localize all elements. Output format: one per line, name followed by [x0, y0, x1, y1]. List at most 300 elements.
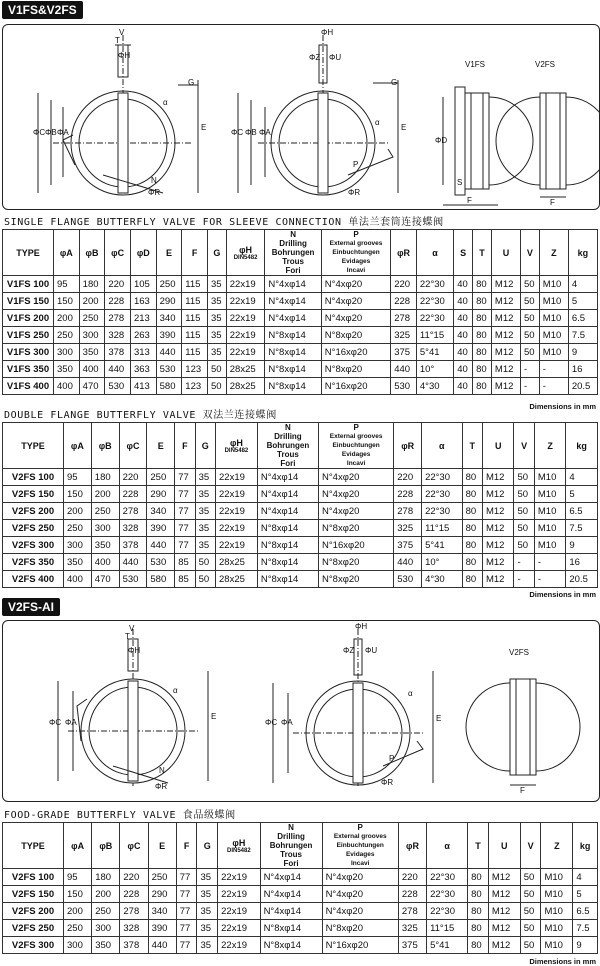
table-cell: 213	[130, 310, 156, 327]
table-cell: 530	[394, 571, 422, 588]
table-cell: 378	[120, 937, 148, 954]
table-row	[3, 920, 598, 937]
col-t: T	[468, 823, 489, 869]
table-cell: 400	[64, 571, 92, 588]
table-cell: 16	[566, 554, 598, 571]
table-cell: N°4xφ20	[319, 469, 394, 486]
table-cell: 35	[195, 486, 215, 503]
table-cell: 77	[176, 903, 197, 920]
table-cell: N°4xφ20	[319, 486, 394, 503]
table-cell: M12	[488, 886, 520, 903]
table-row	[3, 554, 598, 571]
label-s: S	[457, 178, 463, 187]
table-cell: 22x19	[226, 344, 265, 361]
table-cell: 440	[147, 537, 175, 554]
label-f: F	[467, 196, 472, 205]
table-row	[3, 869, 598, 886]
table-cell: 390	[148, 920, 176, 937]
label-t-ai: T	[125, 632, 130, 641]
col-a: φA	[64, 423, 92, 469]
table-cell: M10	[534, 520, 565, 537]
label-ph-ai-2: ΦH	[355, 622, 368, 631]
table-cell: 20.5	[566, 571, 598, 588]
table-cell: 290	[148, 886, 176, 903]
table-cell: 350	[54, 361, 80, 378]
table-cell: 9	[566, 537, 598, 554]
table-cell: 400	[54, 378, 80, 395]
table-cell: 580	[147, 571, 175, 588]
table-cell: 200	[92, 886, 120, 903]
col-c: φC	[119, 423, 147, 469]
table-cell: M12	[491, 310, 520, 327]
table-cell: 10°	[416, 361, 453, 378]
table-cell: 50	[520, 293, 539, 310]
table-cell: N°8xφ14	[257, 571, 318, 588]
table-cell: 6.5	[568, 310, 597, 327]
table-cell: 50	[520, 886, 541, 903]
table-cell: 77	[176, 920, 197, 937]
table-cell: 22x19	[216, 503, 258, 520]
table-cell: 5	[568, 293, 597, 310]
table-cell: 95	[64, 869, 92, 886]
label-pz: ΦZ	[309, 53, 321, 62]
table-cell: M12	[482, 520, 513, 537]
col-r: φR	[398, 823, 426, 869]
table-cell: 50	[207, 378, 226, 395]
table-cell: 80	[462, 554, 482, 571]
table-cell: 95	[54, 276, 80, 293]
table-cell: M10	[541, 903, 573, 920]
col-p: P External grooves Einbuchtungen Evidages Incavi	[319, 423, 394, 469]
table-cell: M12	[491, 276, 520, 293]
table-cell: 50	[520, 310, 539, 327]
table-cell: M10	[541, 937, 573, 954]
label-pr-ai: ΦR	[155, 782, 168, 791]
table-cell: 22x19	[226, 327, 265, 344]
view-label-v2fs-ai: V2FS	[509, 648, 530, 657]
table-cell: V1FS 250	[3, 327, 54, 344]
side-view-v1fs	[443, 87, 533, 205]
label-n-ai: N	[159, 766, 165, 775]
table-cell: 50	[520, 937, 541, 954]
table-cell: 340	[148, 903, 176, 920]
table-cell: M12	[488, 869, 520, 886]
table-cell: 400	[91, 554, 119, 571]
table-cell: 77	[176, 869, 197, 886]
table-cell: 80	[473, 293, 492, 310]
col-g: G	[197, 823, 218, 869]
table-cell: -	[520, 361, 539, 378]
table-cell: 325	[394, 520, 422, 537]
side-view-v2fs	[496, 93, 599, 197]
label-pu: ΦU	[329, 53, 342, 62]
table-cell: 50	[520, 344, 539, 361]
table-cell: N°4xφ14	[265, 293, 321, 310]
table-cell: 22°30	[427, 886, 468, 903]
table-cell: N°8xφ20	[319, 554, 394, 571]
table-cell: 263	[130, 327, 156, 344]
label-pr: ΦR	[148, 188, 161, 197]
table-cell: 11°15	[422, 520, 463, 537]
col-z: Z	[539, 230, 568, 276]
table-cell: 200	[79, 293, 105, 310]
table-row	[3, 293, 598, 310]
table-cell: 150	[54, 293, 80, 310]
table-cell: 35	[207, 344, 226, 361]
table-cell: 80	[473, 327, 492, 344]
table-cell: V1FS 150	[3, 293, 54, 310]
table-cell: 278	[105, 310, 131, 327]
table-cell: 4	[568, 276, 597, 293]
table-cell: N°4xφ14	[257, 469, 318, 486]
section-tag-v2fs-ai: V2FS-AI	[2, 598, 60, 616]
table-cell: 300	[79, 327, 105, 344]
table-cell: V2FS 250	[3, 520, 64, 537]
section3-title: FOOD-GRADE BUTTERFLY VALVE 食品级蝶阀	[4, 810, 236, 821]
col-kg: kg	[568, 230, 597, 276]
technical-drawing-v2fs-ai	[2, 620, 600, 802]
table-cell: V2FS 100	[3, 469, 64, 486]
table-cell: 35	[207, 293, 226, 310]
col-t: T	[462, 423, 482, 469]
table-cell: 22x19	[218, 886, 260, 903]
col-kg: kg	[573, 823, 598, 869]
table-cell: 325	[398, 920, 426, 937]
table-cell: M12	[482, 469, 513, 486]
table-row	[3, 310, 598, 327]
table-cell: N°4xφ20	[319, 503, 394, 520]
table-v2fs-ai-body	[3, 869, 598, 954]
table-cell: 50	[207, 361, 226, 378]
table-cell: -	[539, 361, 568, 378]
dim-note-3: Dimensions in mm	[529, 957, 596, 966]
table-cell: 228	[398, 886, 426, 903]
label-alpha-ai: α	[173, 686, 178, 695]
table-cell: 7.5	[568, 327, 597, 344]
table-cell: 228	[391, 293, 417, 310]
table-cell: 440	[391, 361, 417, 378]
table-cell: 35	[197, 937, 218, 954]
table-cell: N°8xφ14	[257, 554, 318, 571]
label-ph: ΦH	[118, 51, 131, 60]
label-e: E	[201, 123, 207, 132]
table-cell: 22°30	[427, 903, 468, 920]
table-row	[3, 469, 598, 486]
table-row	[3, 276, 598, 293]
table-cell: 6.5	[566, 503, 598, 520]
label-f-2: F	[550, 198, 555, 207]
col-n: N Drilling Bohrungen Trous Fori	[260, 823, 322, 869]
table-cell: 80	[468, 937, 489, 954]
table-cell: 40	[454, 344, 473, 361]
table-cell: 50	[195, 571, 215, 588]
table-cell: M12	[488, 903, 520, 920]
table-cell: 80	[468, 920, 489, 937]
table-cell: M10	[541, 869, 573, 886]
table-cell: V2FS 200	[3, 903, 64, 920]
label-pa-2: ΦA	[259, 128, 271, 137]
table-cell: 375	[394, 537, 422, 554]
table-cell: 5°41	[427, 937, 468, 954]
table-cell: N°8xφ20	[319, 520, 394, 537]
col-h: φH DIN5482	[226, 230, 265, 276]
table-cell: N°8xφ20	[321, 361, 390, 378]
table-cell: 150	[64, 886, 92, 903]
table-cell: 80	[462, 503, 482, 520]
table-cell: 530	[147, 554, 175, 571]
table-cell: 250	[156, 276, 182, 293]
table-cell: 250	[64, 920, 92, 937]
table-cell: 40	[454, 293, 473, 310]
table-cell: M12	[482, 503, 513, 520]
table-cell: 228	[394, 486, 422, 503]
table-cell: 220	[391, 276, 417, 293]
table-cell: 378	[105, 344, 131, 361]
label-pr-2: ΦR	[348, 188, 361, 197]
label-n: N	[151, 176, 157, 185]
table-cell: 35	[207, 310, 226, 327]
table-cell: -	[514, 571, 534, 588]
table-v2fs-body	[3, 469, 598, 588]
table-cell: -	[534, 554, 565, 571]
table-cell: 16	[568, 361, 597, 378]
label-pc-ai-2: ΦC	[265, 718, 278, 727]
table-row	[3, 327, 598, 344]
table-cell: 278	[398, 903, 426, 920]
table-cell: M10	[539, 310, 568, 327]
label-ph-ai: ΦH	[128, 646, 141, 655]
col-z: Z	[534, 423, 565, 469]
table-cell: 250	[148, 869, 176, 886]
label-pa-ai-2: ΦA	[281, 718, 293, 727]
col-h: φH DIN5482	[218, 823, 260, 869]
col-c: φC	[105, 230, 131, 276]
table-cell: N°4xφ20	[322, 886, 398, 903]
table-row	[3, 886, 598, 903]
table-cell: M10	[541, 920, 573, 937]
table-cell: 300	[92, 920, 120, 937]
table-cell: 77	[175, 469, 195, 486]
table-cell: 328	[119, 520, 147, 537]
table-cell: 340	[156, 310, 182, 327]
table-cell: 7.5	[573, 920, 598, 937]
label-p: P	[353, 160, 359, 169]
table-cell: N°4xφ20	[322, 869, 398, 886]
table-cell: 28x25	[226, 361, 265, 378]
label-e-2: E	[401, 123, 407, 132]
table-cell: 123	[182, 378, 208, 395]
label-pd: ΦD	[435, 136, 448, 145]
table-header-row	[3, 823, 598, 869]
table-cell: 80	[468, 869, 489, 886]
table-cell: M12	[491, 361, 520, 378]
table-cell: 250	[54, 327, 80, 344]
col-t: T	[473, 230, 492, 276]
table-cell: 4°30	[416, 378, 453, 395]
table-cell: 77	[175, 520, 195, 537]
table-cell: V1FS 200	[3, 310, 54, 327]
col-v: V	[514, 423, 534, 469]
table-cell: N°4xφ14	[260, 886, 322, 903]
table-cell: 5°41	[422, 537, 463, 554]
col-r: φR	[391, 230, 417, 276]
table-cell: 123	[182, 361, 208, 378]
table-row	[3, 486, 598, 503]
table-cell: 440	[119, 554, 147, 571]
col-v: V	[520, 230, 539, 276]
table-cell: 50	[520, 327, 539, 344]
col-z: Z	[541, 823, 573, 869]
table-cell: 22x19	[226, 276, 265, 293]
col-u: U	[491, 230, 520, 276]
table-cell: 220	[119, 469, 147, 486]
col-d: φD	[130, 230, 156, 276]
table-cell: 35	[195, 537, 215, 554]
table-cell: 85	[175, 571, 195, 588]
table-cell: V2FS 300	[3, 937, 64, 954]
table-cell: 200	[54, 310, 80, 327]
table-cell: 300	[64, 537, 92, 554]
table-header-row	[3, 423, 598, 469]
table-cell: N°16xφ20	[319, 537, 394, 554]
label-e-ai-2: E	[436, 714, 442, 723]
table-cell: N°8xφ14	[265, 344, 321, 361]
table-cell: 28x25	[216, 571, 258, 588]
table-cell: N°8xφ14	[257, 520, 318, 537]
table-cell: -	[520, 378, 539, 395]
table-row	[3, 903, 598, 920]
col-h: φH DIN5482	[216, 423, 258, 469]
table-cell: 115	[182, 327, 208, 344]
table-cell: N°4xφ14	[265, 276, 321, 293]
table-cell: 50	[520, 869, 541, 886]
table-cell: 22x19	[218, 869, 260, 886]
table-cell: 390	[156, 327, 182, 344]
col-type: TYPE	[3, 423, 64, 469]
table-cell: 22x19	[216, 520, 258, 537]
table-cell: 328	[105, 327, 131, 344]
table-cell: 115	[182, 276, 208, 293]
col-p: P External grooves Einbuchtungen Evidages Incavi	[322, 823, 398, 869]
table-cell: 115	[182, 310, 208, 327]
table-cell: 22°30	[427, 869, 468, 886]
table-cell: N°16xφ20	[322, 937, 398, 954]
table-cell: 375	[398, 937, 426, 954]
table-cell: 228	[105, 293, 131, 310]
table-cell: N°4xφ20	[322, 903, 398, 920]
col-e: E	[147, 423, 175, 469]
technical-drawing-v1fs-v2fs	[2, 24, 600, 210]
label-g-2: G	[391, 78, 398, 87]
table-cell: 80	[468, 903, 489, 920]
table-cell: 80	[462, 571, 482, 588]
table-cell: 40	[454, 327, 473, 344]
table-cell: M12	[482, 554, 513, 571]
table-cell: M12	[491, 344, 520, 361]
table-cell: M10	[539, 293, 568, 310]
table-cell: 530	[391, 378, 417, 395]
table-cell: 50	[520, 276, 539, 293]
col-f: F	[175, 423, 195, 469]
table-cell: N°4xφ20	[321, 293, 390, 310]
table-cell: 40	[454, 361, 473, 378]
label-f-ai: F	[520, 786, 525, 795]
label-pc: ΦC	[33, 128, 46, 137]
table-cell: 6.5	[573, 903, 598, 920]
table-cell: 80	[462, 486, 482, 503]
table-cell: 400	[79, 361, 105, 378]
table-cell: 150	[64, 486, 92, 503]
table-cell: 220	[120, 869, 148, 886]
table-cell: 328	[120, 920, 148, 937]
table-cell: 22°30	[416, 310, 453, 327]
table-cell: 35	[195, 503, 215, 520]
col-u: U	[482, 423, 513, 469]
label-e-ai: E	[211, 712, 217, 721]
table-cell: N°4xφ20	[321, 276, 390, 293]
table-cell: 340	[147, 503, 175, 520]
label-ph-2: ΦH	[321, 28, 334, 37]
table-cell: -	[514, 554, 534, 571]
col-a: φA	[54, 230, 80, 276]
table-cell: V2FS 100	[3, 869, 64, 886]
table-cell: 250	[92, 903, 120, 920]
table-cell: 440	[148, 937, 176, 954]
table-cell: M12	[482, 571, 513, 588]
table-cell: 22x19	[216, 537, 258, 554]
table-cell: 22°30	[416, 276, 453, 293]
table-cell: M12	[482, 537, 513, 554]
table-cell: 95	[64, 469, 92, 486]
col-e: E	[148, 823, 176, 869]
col-u: U	[488, 823, 520, 869]
table-cell: 9	[573, 937, 598, 954]
table-cell: 77	[176, 937, 197, 954]
table-cell: 22°30	[422, 486, 463, 503]
table-cell: N°8xφ14	[257, 537, 318, 554]
section2-title: DOUBLE FLANGE BUTTERFLY VALVE 双法兰连接蝶阀	[4, 410, 277, 421]
table-cell: -	[534, 571, 565, 588]
table-cell: V2FS 150	[3, 886, 64, 903]
col-a: φA	[64, 823, 92, 869]
table-header-row	[3, 230, 598, 276]
table-cell: V1FS 300	[3, 344, 54, 361]
col-g: G	[195, 423, 215, 469]
table-cell: 40	[454, 378, 473, 395]
table-row	[3, 361, 598, 378]
table-row	[3, 937, 598, 954]
table-cell: M10	[539, 344, 568, 361]
col-e: E	[156, 230, 182, 276]
table-cell: 350	[91, 537, 119, 554]
table-cell: 470	[79, 378, 105, 395]
table-cell: M10	[534, 503, 565, 520]
table-cell: 390	[147, 520, 175, 537]
table-cell: 22x19	[226, 310, 265, 327]
table-cell: 28x25	[226, 378, 265, 395]
table-cell: 220	[105, 276, 131, 293]
section1-title: SINGLE FLANGE BUTTERFLY VALVE FOR SLEEVE CONNECTION 单法兰套筒连接蝶阀	[4, 217, 444, 228]
table-cell: 5°41	[416, 344, 453, 361]
table-cell: 580	[156, 378, 182, 395]
table-cell: 35	[207, 276, 226, 293]
table-cell: 228	[120, 886, 148, 903]
table-cell: 80	[462, 537, 482, 554]
table-cell: 35	[207, 327, 226, 344]
table-cell: 40	[454, 276, 473, 293]
col-alpha: α	[427, 823, 468, 869]
table-cell: V1FS 100	[3, 276, 54, 293]
